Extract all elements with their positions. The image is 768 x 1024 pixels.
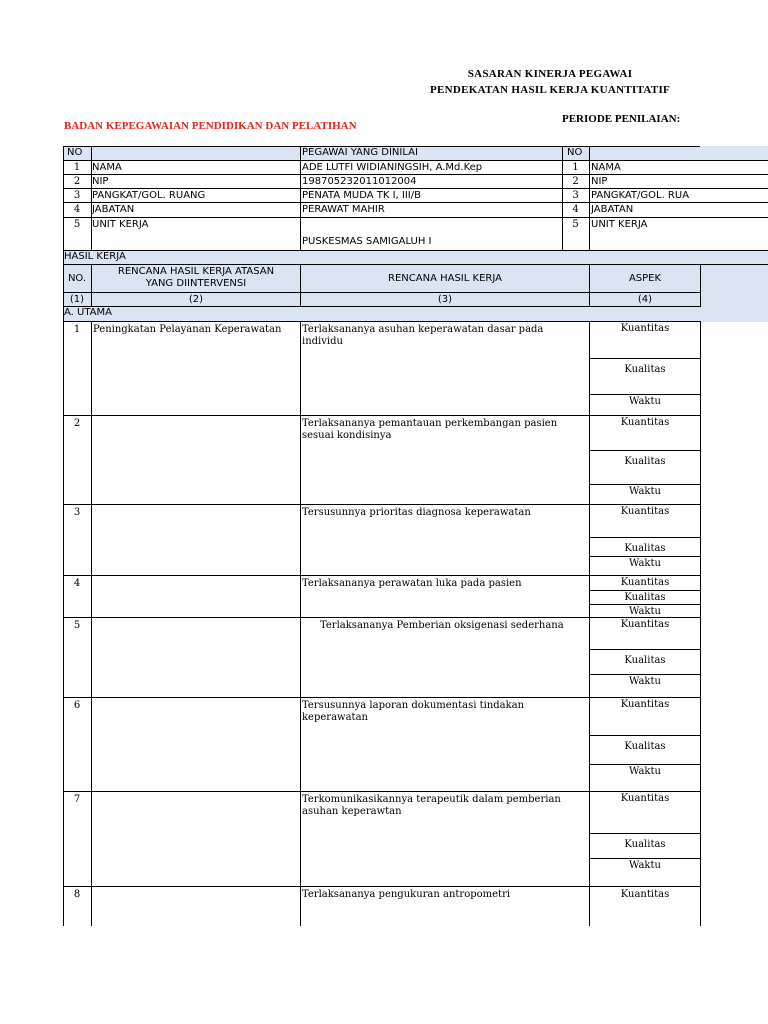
pegawai-row-label: UNIT KERJA (92, 219, 149, 230)
item-rencana: Terlaksananya perawatan luka pada pasien (302, 578, 522, 589)
grid-line (300, 415, 301, 504)
grid-line (590, 858, 700, 859)
aspect-kualitas: Kualitas (624, 456, 666, 467)
item-no: 4 (73, 578, 81, 589)
atasan-row-label: UNIT KERJA (591, 219, 648, 230)
document-title: SASARAN KINERJA PEGAWAI (467, 68, 633, 80)
atasan-row-label: PANGKAT/GOL. RUA (591, 190, 690, 201)
item-rencana: Terlaksananya pengukuran antropometri (302, 889, 511, 900)
grid-line (63, 575, 701, 576)
item-rencana: Terlaksananya pemantauan perkembangan pasien sesuai kondisinya (302, 418, 558, 441)
grid-line (590, 764, 700, 765)
aspect-kualitas: Kualitas (624, 655, 666, 666)
grid-line (63, 321, 701, 322)
grid-line (590, 484, 700, 485)
grid-line (590, 604, 700, 605)
grid-line (590, 358, 700, 359)
grid-line (300, 575, 301, 617)
document-subtitle: PENDEKATAN HASIL KERJA KUANTITATIF (429, 84, 671, 96)
grid-line (63, 415, 701, 416)
grid-line (63, 791, 701, 792)
aspect-kuantitas: Kuantitas (620, 619, 670, 630)
aspect-kualitas: Kualitas (624, 543, 666, 554)
hasil-kerja-label: HASIL KERJA (64, 251, 126, 262)
atasan-row-no: 3 (572, 190, 579, 201)
pegawai-row-label: JABATAN (92, 204, 135, 215)
grid-line (91, 886, 92, 926)
grid-line (590, 833, 700, 834)
item-no: 5 (73, 620, 81, 631)
organization-name: BADAN KEPEGAWAIAN PENDIDIKAN DAN PELATIHAN (64, 120, 357, 132)
atasan-row-label: NIP (591, 176, 608, 187)
grid-line (700, 617, 701, 697)
pegawai-row-label: PANGKAT/GOL. RUANG (92, 190, 206, 201)
pegawai-row-no: 4 (73, 204, 81, 215)
col-index-2: (2) (188, 294, 204, 305)
pegawai-row-label: NIP (92, 176, 109, 187)
grid-line (300, 321, 301, 415)
grid-line (700, 791, 701, 886)
grid-line (590, 735, 700, 736)
grid-line (91, 791, 92, 886)
periode-label: PERIODE PENILAIAN: (562, 113, 681, 125)
item-atasan: Peningkatan Pelayanan Keperawatan (93, 324, 282, 335)
grid-line (590, 590, 700, 591)
aspect-waktu: Waktu (629, 766, 661, 777)
aspect-kuantitas: Kuantitas (620, 577, 670, 588)
grid-line (590, 649, 700, 650)
atasan-row-no: 1 (572, 162, 579, 173)
pegawai-no-header: NO (67, 147, 83, 158)
col-index-4: (4) (637, 294, 653, 305)
aspect-waktu: Waktu (629, 860, 661, 871)
item-no: 1 (73, 324, 81, 335)
atasan-row-label: JABATAN (591, 204, 634, 215)
grid-line (63, 617, 701, 618)
grid-line (63, 697, 701, 698)
aspect-kuantitas: Kuantitas (620, 889, 670, 900)
grid-line (63, 886, 701, 887)
aspect-kualitas: Kualitas (624, 592, 666, 603)
pegawai-row-label: NAMA (92, 162, 122, 173)
item-no: 2 (73, 418, 81, 429)
grid-line (91, 617, 92, 697)
pegawai-row-value: PERAWAT MAHIR (302, 204, 385, 215)
grid-line (300, 504, 301, 575)
aspect-kualitas: Kualitas (624, 839, 666, 850)
atasan-row-label: NAMA (591, 162, 621, 173)
grid-line (91, 575, 92, 617)
grid-line (700, 415, 701, 504)
grid-line (590, 556, 700, 557)
item-rencana: Terlaksananya Pemberian oksigenasi sederhana (320, 620, 564, 631)
aspect-waktu: Waktu (629, 486, 661, 497)
col-no-header: NO. (67, 273, 87, 284)
grid-line (91, 321, 92, 415)
grid-line (91, 504, 92, 575)
grid-line (300, 617, 301, 697)
item-rencana: Tersusunnya laporan dokumentasi tindakan keperawatan (302, 700, 525, 723)
aspect-kuantitas: Kuantitas (620, 417, 670, 428)
col-index-1: (1) (69, 294, 85, 305)
aspect-waktu: Waktu (629, 396, 661, 407)
atasan-row-no: 2 (572, 176, 579, 187)
pegawai-row-value: 198705232011012004 (302, 176, 417, 187)
item-rencana: Terlaksananya asuhan keperawatan dasar pada individu (302, 324, 544, 347)
col-index-3: (3) (437, 294, 453, 305)
aspect-kuantitas: Kuantitas (620, 793, 670, 804)
aspect-waktu: Waktu (629, 676, 661, 687)
grid-line (700, 504, 701, 575)
grid-line (91, 697, 92, 791)
aspect-waktu: Waktu (629, 606, 661, 617)
item-rencana: Tersusunnya prioritas diagnosa keperawatan (302, 507, 531, 518)
grid-line (700, 321, 701, 415)
atasan-no-header: NO (567, 147, 583, 158)
pegawai-row-value: PENATA MUDA TK I, III/B (302, 190, 421, 201)
col-atasan-header-line1: RENCANA HASIL KERJA ATASAN (117, 266, 275, 277)
grid-line (91, 415, 92, 504)
grid-line (700, 697, 701, 791)
col-aspek-header: ASPEK (628, 273, 662, 284)
pegawai-row-value: PUSKESMAS SAMIGALUH I (302, 236, 432, 247)
grid-line (590, 394, 700, 395)
aspect-kualitas: Kualitas (624, 741, 666, 752)
aspect-kuantitas: Kuantitas (620, 323, 670, 334)
pegawai-row-no: 1 (73, 162, 81, 173)
header-fill-right (700, 146, 768, 160)
atasan-row-no: 5 (572, 219, 579, 230)
grid-line (700, 886, 701, 926)
grid-line (590, 674, 700, 675)
grid-line (590, 537, 700, 538)
item-no: 7 (73, 794, 81, 805)
atasan-row-no: 4 (572, 204, 579, 215)
aspect-waktu: Waktu (629, 558, 661, 569)
group-label-utama: A. UTAMA (64, 307, 112, 318)
pegawai-row-value: ADE LUTFI WIDIANINGSIH, A.Md.Kep (302, 162, 483, 173)
pegawai-row-no: 5 (73, 219, 81, 230)
grid-line (300, 791, 301, 886)
grid-line (300, 886, 301, 926)
grid-line (300, 697, 301, 791)
grid-line (63, 504, 701, 505)
pegawai-row-no: 2 (73, 176, 81, 187)
item-rencana: Terkomunikasikannya terapeutik dalam pemberian asuhan keperawtan (302, 794, 561, 817)
grid-line (700, 575, 701, 617)
col-rencana-header: RENCANA HASIL KERJA (388, 273, 502, 284)
aspect-kualitas: Kualitas (624, 364, 666, 375)
pegawai-section-title: PEGAWAI YANG DINILAI (302, 147, 418, 158)
grid-line (590, 450, 700, 451)
col-atasan-header-line2: YANG DIINTERVENSI (145, 278, 247, 289)
aspect-kuantitas: Kuantitas (620, 699, 670, 710)
item-no: 3 (73, 507, 81, 518)
item-no: 8 (73, 889, 81, 900)
item-no: 6 (73, 700, 81, 711)
pegawai-row-no: 3 (73, 190, 81, 201)
aspect-kuantitas: Kuantitas (620, 506, 670, 517)
